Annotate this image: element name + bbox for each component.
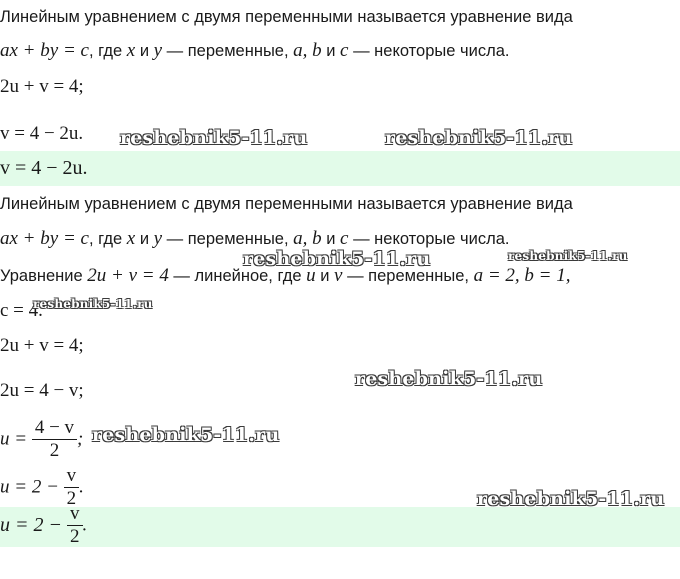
watermark: reshebnik5-11.ru [385, 127, 573, 149]
short-equation-1: 2u + v = 4; [0, 76, 84, 97]
short-answer: v = 4 − 2u. [0, 157, 88, 179]
definition-text-2: Линейным уравнением с двумя переменными называется уравнение вида [0, 195, 573, 213]
watermark: reshebnik5-11.ru [92, 424, 280, 446]
watermark: reshebnik5-11.ru [477, 488, 665, 510]
general-form-line: ax + by = c, где x и y — переменные, a, b и c — некоторые числа. [0, 40, 510, 61]
watermark: reshebnik5-11.ru [243, 248, 431, 270]
full-equation-4: u = 2 − $\frac{v}{2}$ . [0, 465, 84, 509]
equation-statement: Уравнение 2u + v = 4 — линейное, где u и v — переменные, a = 2, b = 1, [0, 265, 571, 286]
watermark: reshebnik5-11.ru [120, 127, 308, 149]
c-value: c = 4. [0, 300, 43, 321]
full-answer: u = 2 − $\frac{v}{2}$ . [0, 503, 88, 547]
short-equation-2: v = 4 − 2u. [0, 123, 84, 144]
full-equation-3: u = $\frac{4 - v}{2}$ ; [0, 417, 84, 461]
full-equation-1: 2u + v = 4; [0, 335, 84, 356]
full-equation-2: 2u = 4 − v; [0, 380, 84, 401]
fraction: $\frac{v}{2}$ [64, 465, 80, 510]
watermark: reshebnik5-11.ru [508, 249, 628, 263]
definition-text: Линейным уравнением с двумя переменными называется уравнение вида [0, 8, 573, 26]
watermark: reshebnik5-11.ru [33, 297, 153, 311]
watermark: reshebnik5-11.ru [355, 368, 543, 390]
fraction: $\frac{v}{2}$ [67, 503, 83, 548]
general-form-formula: ax + by = c [0, 40, 89, 61]
general-form-line-2: ax + by = c, где x и y — переменные, a, b и c — некоторые числа. [0, 228, 510, 249]
fraction: $\frac{4 - v}{2}$ [32, 417, 77, 462]
